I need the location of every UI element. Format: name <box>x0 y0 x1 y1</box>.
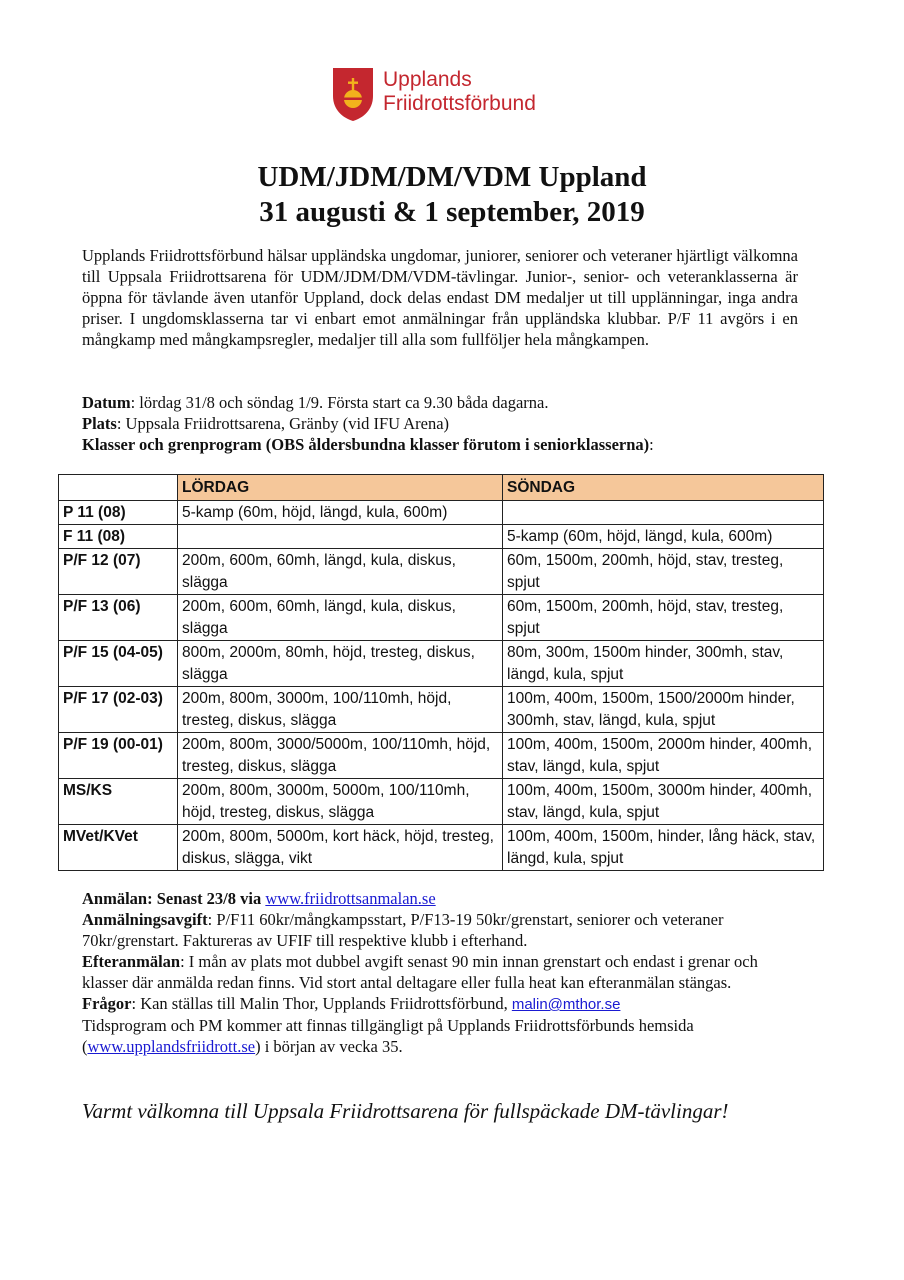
klasser-label: Klasser och grenprogram (OBS åldersbundna klasser förutom i seniorklasserna) <box>82 435 650 454</box>
saturday-cell: 200m, 800m, 3000/5000m, 100/110mh, höjd, tresteg, diskus, slägga <box>178 733 503 779</box>
datum-label: Datum <box>82 393 131 412</box>
table-header-row <box>59 475 824 501</box>
datum-line <box>82 392 822 413</box>
logo-line-1: Upplands <box>383 68 472 91</box>
table-row <box>59 687 824 733</box>
tidsprogram-line <box>82 1015 804 1057</box>
class-cell: P/F 15 (04-05) <box>59 641 178 687</box>
class-cell: P/F 19 (00-01) <box>59 733 178 779</box>
logo <box>331 66 591 126</box>
class-cell: MS/KS <box>59 779 178 825</box>
table-row <box>59 549 824 595</box>
header-empty-cell <box>59 475 178 501</box>
class-cell: P/F 13 (06) <box>59 595 178 641</box>
logo-text <box>383 68 536 116</box>
email-link[interactable]: malin@mthor.se <box>511 996 621 1013</box>
class-cell: P/F 12 (07) <box>59 549 178 595</box>
sunday-cell: 60m, 1500m, 200mh, höjd, stav, tresteg, spjut <box>503 549 824 595</box>
logo-line-2: Friidrottsförbund <box>383 92 536 115</box>
efter-line <box>82 951 804 993</box>
saturday-cell: 800m, 2000m, 80mh, höjd, tresteg, diskus, slägga <box>178 641 503 687</box>
class-cell: F 11 (08) <box>59 525 178 549</box>
table-row <box>59 641 824 687</box>
fragor-line <box>82 993 804 1015</box>
tids-suffix: ) i början av vecka 35. <box>255 1037 403 1056</box>
tids-text: Tidsprogram och PM kommer att finnas tillgängligt på Upplands Friidrottsförbunds hemsida ( <box>82 1016 694 1056</box>
efter-text: : I mån av plats mot dubbel avgift senast 90 min innan grenstart och endast i grenar och klasser där anmälda redan finns. Vid stort antal deltagare eller fulla heat kan efteranmälan stängas. <box>82 952 758 992</box>
avgift-text: : P/F11 60kr/mångkampsstart, P/F13-19 50kr/grenstart, seniorer och veteraner 70kr/grenstart. Faktureras av UFIF till respektive klubb i efterhand. <box>82 910 724 950</box>
saturday-cell: 5-kamp (60m, höjd, längd, kula, 600m) <box>178 501 503 525</box>
plats-label: Plats <box>82 414 117 433</box>
saturday-cell: 200m, 600m, 60mh, längd, kula, diskus, slägga <box>178 549 503 595</box>
event-info <box>82 392 822 455</box>
sunday-cell <box>503 501 824 525</box>
saturday-cell <box>178 525 503 549</box>
class-cell: P 11 (08) <box>59 501 178 525</box>
header-sunday: SÖNDAG <box>503 475 824 501</box>
class-cell: P/F 17 (02-03) <box>59 687 178 733</box>
table-row <box>59 595 824 641</box>
page-title <box>0 160 904 230</box>
plats-line <box>82 413 822 434</box>
avgift-line <box>82 909 804 951</box>
sunday-cell: 100m, 400m, 1500m, 3000m hinder, 400mh, stav, längd, kula, spjut <box>503 779 824 825</box>
anmalan-link[interactable]: www.friidrottsanmalan.se <box>265 889 436 908</box>
table-row <box>59 525 824 549</box>
saturday-cell: 200m, 800m, 3000m, 100/110mh, höjd, tresteg, diskus, slägga <box>178 687 503 733</box>
sunday-cell: 60m, 1500m, 200mh, höjd, stav, tresteg, spjut <box>503 595 824 641</box>
sunday-cell: 80m, 300m, 1500m hinder, 300mh, stav, längd, kula, spjut <box>503 641 824 687</box>
intro-paragraph: Upplands Friidrottsförbund hälsar uppländska ungdomar, juniorer, seniorer och veteraner hjärtligt välkomna till Uppsala Friidrottsarena för UDM/JDM/DM/VDM-tävlingar. Junior-, senior- och veteranklasserna är öppna för tävlande även utanför Uppland, dock delas endast DM medaljer ut till upplänningar, inga andra priser. I ungdomsklasserna tar vi enbart emot anmälningar från uppländska klubbar. P/F 11 avgörs i en mångkamp med mångkampsregler, medaljer till alla som fullföljer hela mångkampen. <box>82 246 798 349</box>
avgift-label: Anmälningsavgift <box>82 910 208 929</box>
title-line-1: UDM/JDM/DM/VDM Uppland <box>257 161 647 193</box>
header-saturday: LÖRDAG <box>178 475 503 501</box>
title-line-2: 31 augusti & 1 september, 2019 <box>259 196 645 228</box>
fragor-text: : Kan ställas till Malin Thor, Upplands Friidrottsförbund, <box>131 994 512 1013</box>
table-row <box>59 733 824 779</box>
sunday-cell: 100m, 400m, 1500m, 1500/2000m hinder, 300mh, stav, längd, kula, spjut <box>503 687 824 733</box>
anmalan-label: Anmälan: Senast 23/8 via <box>82 889 266 908</box>
efter-label: Efteranmälan <box>82 952 181 971</box>
schedule-table <box>58 474 824 871</box>
website-link[interactable]: www.upplandsfriidrott.se <box>87 1037 256 1056</box>
table-row <box>59 825 824 871</box>
klasser-suffix: : <box>649 435 654 454</box>
sunday-cell: 100m, 400m, 1500m, hinder, lång häck, stav, längd, kula, spjut <box>503 825 824 871</box>
plats-text: : Uppsala Friidrottsarena, Gränby (vid IFU Arena) <box>116 414 450 433</box>
closing-message: Varmt välkomna till Uppsala Friidrottsarena för fullspäckade DM-tävlingar! <box>82 1099 729 1123</box>
class-cell: MVet/KVet <box>59 825 178 871</box>
registration-info <box>82 888 804 1057</box>
shield-orb-icon <box>331 66 375 122</box>
saturday-cell: 200m, 800m, 3000m, 5000m, 100/110mh, höjd, tresteg, diskus, slägga <box>178 779 503 825</box>
klasser-line <box>82 434 822 455</box>
fragor-label: Frågor <box>82 994 132 1013</box>
anmalan-line <box>82 888 804 909</box>
sunday-cell: 100m, 400m, 1500m, 2000m hinder, 400mh, stav, längd, kula, spjut <box>503 733 824 779</box>
table-row <box>59 501 824 525</box>
table-row <box>59 779 824 825</box>
sunday-cell: 5-kamp (60m, höjd, längd, kula, 600m) <box>503 525 824 549</box>
datum-text: : lördag 31/8 och söndag 1/9. Första start ca 9.30 båda dagarna. <box>130 393 549 412</box>
saturday-cell: 200m, 800m, 5000m, kort häck, höjd, tresteg, diskus, slägga, vikt <box>178 825 503 871</box>
saturday-cell: 200m, 600m, 60mh, längd, kula, diskus, slägga <box>178 595 503 641</box>
